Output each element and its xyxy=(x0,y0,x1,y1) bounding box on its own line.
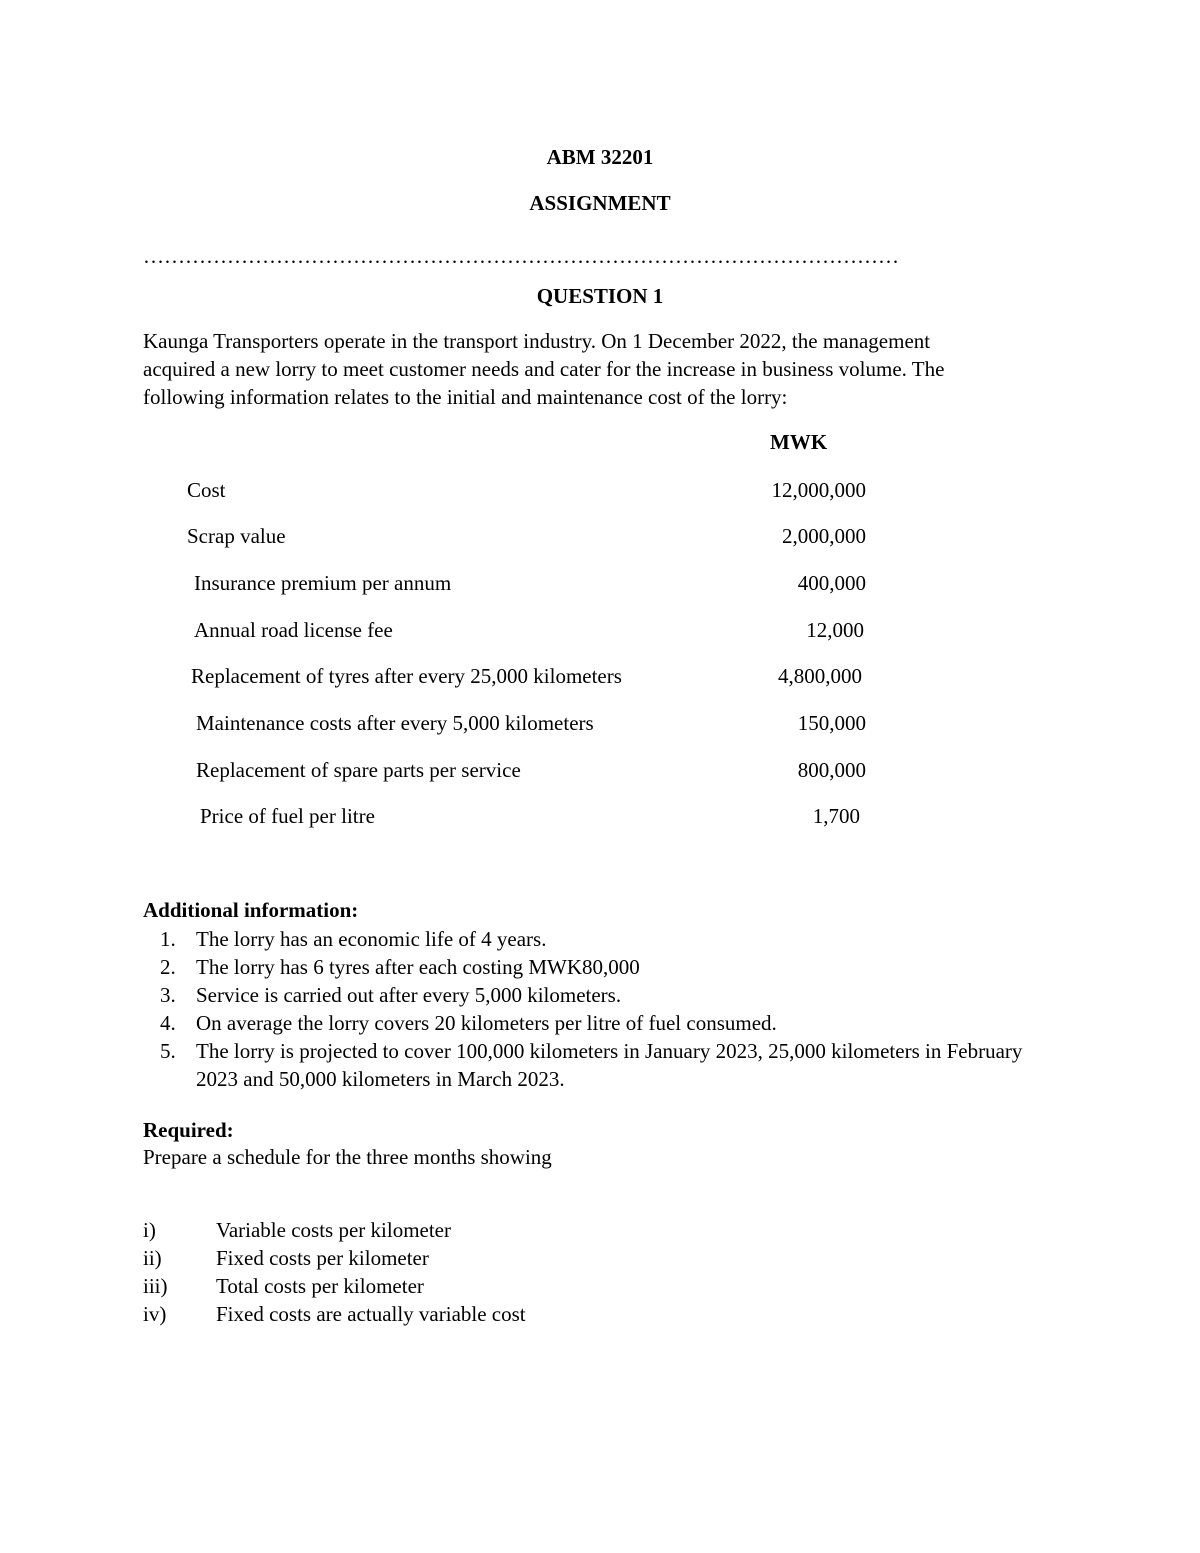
list-number: ii) xyxy=(143,1246,162,1270)
list-number: 2. xyxy=(160,955,176,979)
cost-value: 400,000 xyxy=(797,571,866,595)
list-number: 3. xyxy=(160,983,176,1007)
course-code: ABM 32201 xyxy=(546,145,654,169)
required-instruction: Prepare a schedule for the three months showing xyxy=(143,1145,552,1169)
list-number: iii) xyxy=(143,1274,168,1298)
cost-row xyxy=(0,618,1200,648)
list-number: 1. xyxy=(160,927,176,951)
list-text: Service is carried out after every 5,000 kilometers. xyxy=(196,983,622,1007)
cost-row xyxy=(0,758,1200,788)
dotted-divider: ……………………………………………………………………………………………… xyxy=(143,244,899,268)
list-item xyxy=(143,1244,526,1272)
cost-value: 2,000,000 xyxy=(782,524,866,548)
cost-row xyxy=(0,664,1200,694)
cost-label: Maintenance costs after every 5,000 kilometers xyxy=(196,711,594,735)
currency-header: MWK xyxy=(770,430,828,454)
cost-label: Insurance premium per annum xyxy=(194,571,452,595)
cost-value: 12,000 xyxy=(806,618,864,642)
cost-label: Replacement of tyres after every 25,000 kilometers xyxy=(191,664,622,688)
intro-line: acquired a new lorry to meet customer needs and cater for the increase in business volume. The xyxy=(143,357,945,381)
cost-value: 1,700 xyxy=(812,804,860,828)
cost-row xyxy=(0,524,1200,554)
cost-label: Replacement of spare parts per service xyxy=(196,758,521,782)
required-heading: Required: xyxy=(143,1118,234,1142)
list-item xyxy=(143,1009,1063,1037)
required-list xyxy=(143,1216,526,1328)
additional-info-list xyxy=(143,925,1063,1093)
list-item xyxy=(143,981,1063,1009)
cost-label: Annual road license fee xyxy=(194,618,393,642)
cost-value: 150,000 xyxy=(797,711,866,735)
cost-row xyxy=(0,571,1200,601)
cost-row xyxy=(0,711,1200,741)
cost-label: Price of fuel per litre xyxy=(200,804,375,828)
cost-label: Scrap value xyxy=(187,524,286,548)
document-type: ASSIGNMENT xyxy=(529,191,671,215)
cost-value: 12,000,000 xyxy=(771,478,866,502)
list-text: Fixed costs are actually variable cost xyxy=(216,1302,526,1326)
list-item xyxy=(143,1272,526,1300)
cost-row xyxy=(0,804,1200,834)
cost-row xyxy=(0,478,1200,508)
cost-value: 4,800,000 xyxy=(778,664,862,688)
list-text: Total costs per kilometer xyxy=(216,1274,424,1298)
list-text: Fixed costs per kilometer xyxy=(216,1246,429,1270)
additional-info-heading: Additional information: xyxy=(143,898,359,922)
list-text: The lorry is projected to cover 100,000 kilometers in January 2023, 25,000 kilometers in February 2023 and 50,000 kilometers in March 2023. xyxy=(196,1039,1023,1091)
list-item xyxy=(143,1300,526,1328)
intro-line: Kaunga Transporters operate in the transport industry. On 1 December 2022, the management xyxy=(143,329,931,353)
list-number: 4. xyxy=(160,1011,176,1035)
question-title: QUESTION 1 xyxy=(536,284,664,308)
list-text: On average the lorry covers 20 kilometers per litre of fuel consumed. xyxy=(196,1011,777,1035)
intro-line: following information relates to the initial and maintenance cost of the lorry: xyxy=(143,385,788,409)
list-item xyxy=(143,925,1063,953)
list-number: 5. xyxy=(160,1039,176,1063)
list-item xyxy=(143,953,1063,981)
question-intro xyxy=(143,327,1053,411)
list-number: i) xyxy=(143,1218,156,1242)
cost-label: Cost xyxy=(187,478,226,502)
list-text: The lorry has an economic life of 4 years. xyxy=(196,927,547,951)
list-text: Variable costs per kilometer xyxy=(216,1218,451,1242)
list-item xyxy=(143,1037,1063,1093)
list-item xyxy=(143,1216,526,1244)
list-number: iv) xyxy=(143,1302,167,1326)
cost-value: 800,000 xyxy=(797,758,866,782)
list-text: The lorry has 6 tyres after each costing MWK80,000 xyxy=(196,955,640,979)
